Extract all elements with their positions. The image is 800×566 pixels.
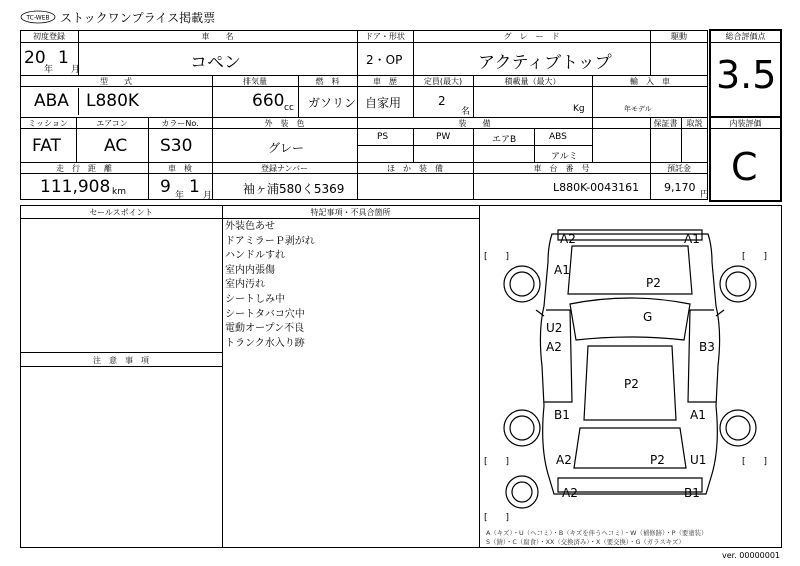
plate-value: 袖ヶ浦580く5369 bbox=[243, 182, 345, 196]
first-reg-month: 1 bbox=[58, 48, 69, 68]
note-item: 室内内張傷 bbox=[225, 264, 275, 276]
bracket-front-left: [ ] bbox=[484, 252, 510, 262]
label-fuel: 燃 料 bbox=[315, 77, 340, 86]
model-value: L880K bbox=[86, 91, 140, 111]
bracket-rear-left: [ ] bbox=[484, 457, 510, 467]
note-item: シートタバコ穴中 bbox=[225, 308, 305, 320]
label-displacement: 排気量 bbox=[243, 77, 267, 86]
label-capacity: 定員(最大) bbox=[423, 77, 463, 86]
deposit-value: 9,170 bbox=[664, 181, 696, 194]
inspection-month-unit: 月 bbox=[203, 191, 213, 201]
label-drive: 駆動 bbox=[671, 32, 687, 41]
wheel-rear-right bbox=[720, 410, 756, 446]
mark-front-bumper-right: A1 bbox=[684, 232, 700, 246]
version-label: ver. 00000001 bbox=[722, 551, 781, 560]
load-unit: Kg bbox=[573, 104, 585, 114]
note-item: トランク水入り跡 bbox=[225, 337, 305, 349]
label-special-notes: 特記事項・不具合箇所 bbox=[310, 208, 391, 217]
wheel-rear-left bbox=[504, 410, 540, 446]
logo-text: TC-WEB bbox=[26, 14, 50, 22]
mark-hood: P2 bbox=[646, 276, 661, 290]
label-load: 積載量（最大） bbox=[504, 77, 561, 86]
right-door-outline bbox=[688, 310, 716, 402]
header-logo bbox=[20, 9, 56, 23]
model-prefix: ABA bbox=[34, 91, 69, 111]
exterior-color-value: グレー bbox=[268, 141, 305, 155]
label-mission: ミッション bbox=[28, 119, 68, 128]
color-no-value: S30 bbox=[160, 136, 193, 156]
label-car-name: 車 名 bbox=[201, 32, 234, 41]
label-equipment: 装 備 bbox=[458, 119, 491, 128]
note-item: シートしみ中 bbox=[225, 293, 285, 305]
label-warranty: 保証書 bbox=[653, 119, 678, 128]
label-caution: 注 意 事 項 bbox=[93, 356, 149, 365]
mark-rear-quarter-left: A2 bbox=[556, 453, 572, 467]
fuel-value: ガソリン bbox=[308, 96, 357, 110]
inspection-year-unit: 年 bbox=[175, 191, 185, 201]
mark-trunk: P2 bbox=[650, 453, 665, 467]
label-first-reg: 初度登録 bbox=[33, 32, 65, 41]
spare-wheel bbox=[506, 476, 538, 508]
note-item: ドアミラーＰ剥がれ bbox=[225, 235, 315, 247]
label-deposit: 預託金 bbox=[667, 164, 691, 173]
label-car-history: 車 歴 bbox=[373, 77, 397, 86]
deposit-unit: 円 bbox=[700, 190, 710, 200]
inspection-month: 1 bbox=[189, 177, 200, 197]
note-item: ハンドルすれ bbox=[225, 250, 285, 262]
grade-value: アクティブトップ bbox=[478, 53, 612, 73]
displacement-value: 660 bbox=[252, 91, 285, 111]
aircon-value: AC bbox=[104, 136, 128, 156]
car-damage-diagram bbox=[480, 206, 781, 547]
capacity-unit: 名 bbox=[461, 107, 471, 117]
chassis-no-value: L880K-0043161 bbox=[553, 181, 640, 194]
hood-outline bbox=[568, 246, 692, 294]
equip-pw: PW bbox=[436, 132, 451, 142]
label-grade: グ レ ー ド bbox=[503, 32, 560, 41]
wheel-front-right bbox=[720, 266, 756, 302]
windshield-outline bbox=[570, 298, 690, 340]
label-manual: 取説 bbox=[686, 119, 703, 128]
label-exterior-color: 外 装 色 bbox=[264, 119, 305, 128]
diagram-legend-line-2: S（錆）・C（腐食）・XX（交換済み）・X（要交換）・G（ガラスキズ） bbox=[486, 538, 685, 546]
label-sales-point: セールスポイント bbox=[89, 208, 153, 217]
mileage-unit: km bbox=[112, 187, 126, 197]
mark-front-fender-left: A1 bbox=[554, 263, 570, 277]
inspection-year: 9 bbox=[160, 177, 171, 197]
equip-airbag: エアB bbox=[492, 135, 517, 145]
mark-left-door-upper: U2 bbox=[546, 321, 563, 335]
car-name-value: コペン bbox=[190, 53, 241, 73]
bracket-rear-right: [ ] bbox=[742, 457, 768, 467]
first-reg-year-unit: 年 bbox=[44, 65, 54, 75]
bracket-spare: [ ] bbox=[484, 513, 510, 523]
label-color-no: カラーNo. bbox=[161, 119, 199, 128]
label-mileage: 走 行 距 離 bbox=[56, 164, 112, 173]
mark-roof: P2 bbox=[624, 377, 639, 391]
diagram-legend-line-1: A（キズ）・U（ヘコミ）・B（キズを伴うヘコミ）・W（補修跡）・P（要塗装） bbox=[486, 529, 708, 537]
mark-rear-bumper-left: A2 bbox=[562, 486, 578, 500]
import-model-year: 年モデル bbox=[624, 105, 652, 113]
front-bumper-outline bbox=[558, 230, 702, 240]
mission-value: FAT bbox=[32, 136, 61, 156]
overall-score-value: 3.5 bbox=[716, 53, 777, 97]
mark-rear-quarter-right: U1 bbox=[690, 453, 707, 467]
note-item: 外装色あせ bbox=[225, 221, 275, 232]
mark-rear-fender-left: B1 bbox=[554, 408, 570, 422]
label-import: 輸 入 車 bbox=[630, 77, 670, 86]
wheel-front-left bbox=[504, 266, 540, 302]
mark-windshield: G bbox=[643, 310, 653, 324]
mark-rear-fender-right: A1 bbox=[690, 408, 706, 422]
notes-list bbox=[225, 220, 315, 351]
note-item: 電動オープン不良 bbox=[225, 323, 305, 335]
label-aircon: エアコン bbox=[96, 119, 128, 128]
label-plate: 登録ナンバー bbox=[260, 164, 309, 173]
equip-ps: PS bbox=[377, 132, 389, 142]
mark-left-door-lower: A2 bbox=[546, 340, 562, 354]
car-history-value: 自家用 bbox=[365, 96, 402, 110]
displacement-unit: cc bbox=[284, 103, 294, 113]
mark-right-door: B3 bbox=[699, 340, 715, 354]
trunk-outline bbox=[574, 428, 686, 468]
door-shape-value: 2・OP bbox=[366, 53, 403, 67]
capacity-value: 2 bbox=[438, 94, 446, 108]
rear-bumper-outline bbox=[558, 478, 702, 492]
first-reg-month-unit: 月 bbox=[71, 65, 81, 75]
label-chassis-no: 車 台 番 号 bbox=[533, 164, 590, 173]
equip-alloy: アルミ bbox=[551, 152, 578, 162]
label-other-equipment: ほ か 装 備 bbox=[387, 164, 443, 173]
mark-front-bumper-left: A2 bbox=[560, 232, 576, 246]
label-model: 型 式 bbox=[100, 77, 132, 86]
interior-score-value: C bbox=[731, 145, 758, 189]
label-interior-score: 内装評価 bbox=[729, 119, 762, 128]
page-title: ストックワンプライス掲載票 bbox=[60, 11, 216, 25]
mileage-value: 111,908 bbox=[40, 177, 111, 197]
label-overall-score: 総合評価点 bbox=[725, 32, 766, 41]
note-item: 室内汚れ bbox=[225, 279, 265, 291]
first-reg-year: 20 bbox=[24, 48, 46, 68]
label-door-shape: ドア・形状 bbox=[365, 32, 405, 41]
equip-abs: ABS bbox=[549, 132, 567, 142]
mark-rear-bumper-right: B1 bbox=[684, 486, 700, 500]
bracket-front-right: [ ] bbox=[742, 252, 768, 262]
label-inspection: 車 検 bbox=[168, 164, 192, 173]
